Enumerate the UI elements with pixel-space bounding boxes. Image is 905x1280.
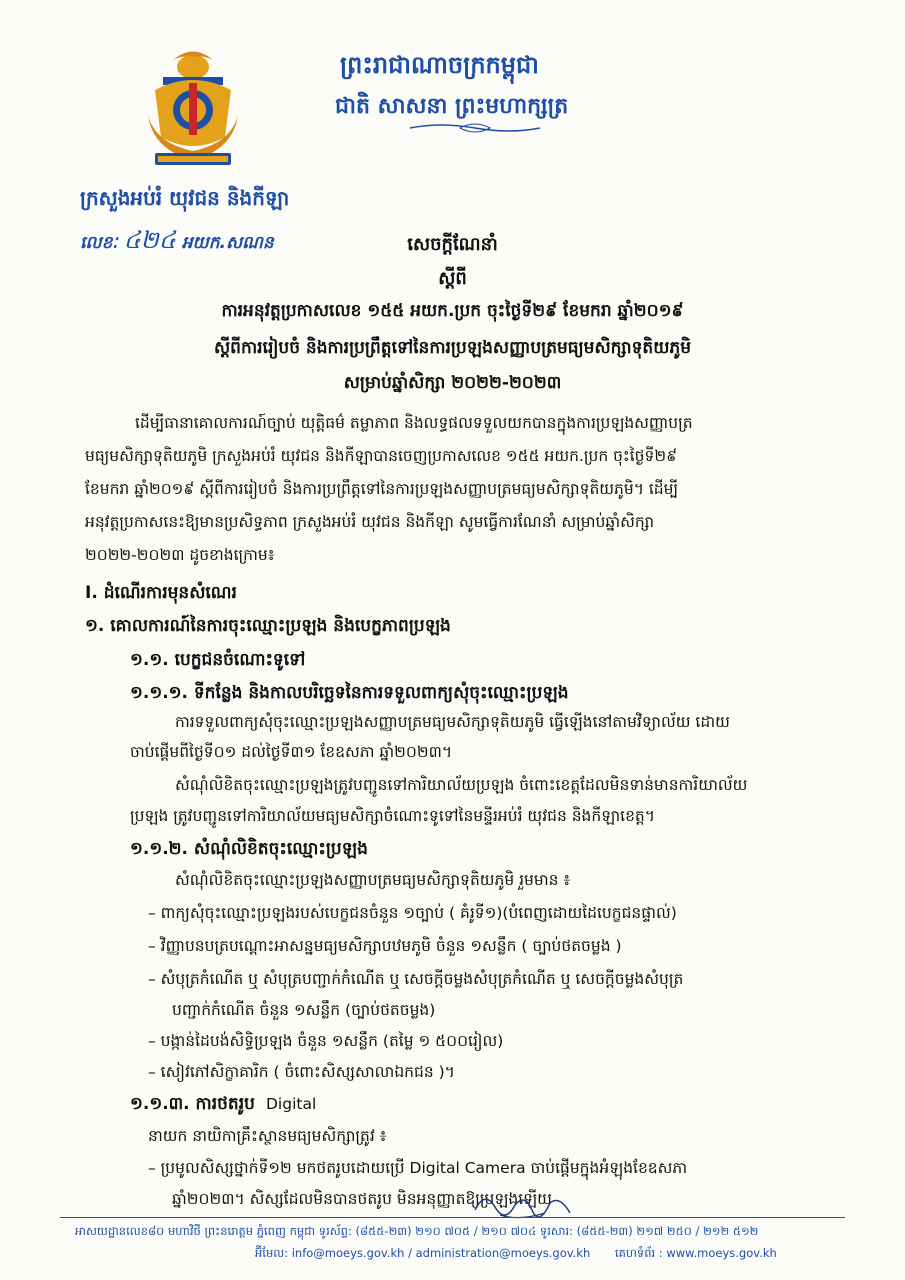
ministry-name: ក្រសួងអប់រំ យុវជន និងកីឡា [80, 186, 290, 210]
list-item: – សៀវភៅសិក្ខាគារិក ( ចំពោះសិស្សសាលាឯកជន )។ [148, 1063, 455, 1081]
reference-label: លេខៈ [80, 233, 118, 253]
section-heading-1-1-3-text: ១.១.៣. ការថតរូប [130, 1094, 255, 1114]
footer-website: គេហទំព័រ : www.moeys.gov.kh [615, 1246, 777, 1260]
section-heading-1-1-1-1: ១.១.១. ទីកន្លែង និងកាលបរិច្ឆេទនៃការទទួលពាក្យសុំចុះឈ្មោះប្រឡង [130, 683, 569, 703]
section-heading-1-1-1: ១.១. បេក្ខជនចំណោះទូទៅ [130, 650, 306, 670]
reference-value: ៤២៤ [123, 226, 176, 254]
section-heading-1-1: ១. គោលការណ៍នៃការចុះឈ្មោះប្រឡង និងបេក្ខភាពប្រឡង [85, 616, 451, 636]
section-heading-1-1-3-suffix: Digital [266, 1095, 317, 1113]
paragraph-line: សំណុំលិខិតចុះឈ្មោះប្រឡងត្រូវបញ្ជូនទៅការិយាល័យប្រឡង ចំពោះខេត្តដែលមិនទាន់មានការិយាល័យ [175, 776, 748, 794]
signature-scribble-icon [470, 1185, 580, 1225]
list-item: – ប្រមូលសិស្សថ្នាក់ទី១២ មកថតរូបដោយប្រើ Digital Camera ចាប់ផ្តើមក្នុងអំឡុងខែឧសភា [148, 1159, 688, 1177]
intro-line: អនុវត្តប្រកាសនេះឱ្យមានប្រសិទ្ធភាព ក្រសួងអប់រំ យុវជន និងកីឡា សូមធ្វើការណែនាំ សម្រាប់ឆ្នាំសិក្សា [85, 513, 655, 531]
paragraph-line: សំណុំលិខិតចុះឈ្មោះប្រឡងសញ្ញាបត្រមធ្យមសិក្សាទុតិយភូមិ រួមមាន ៖ [175, 871, 571, 889]
paragraph-line: ចាប់ផ្តើមពីថ្ងៃទី០១ ដល់ថ្ងៃទី៣១ ខែឧសភា ឆ្នាំ២០២៣។ [130, 743, 453, 761]
section-heading-1-1-3 [130, 1093, 316, 1118]
paragraph-line: ការទទួលពាក្យសុំចុះឈ្មោះប្រឡងសញ្ញាបត្រមធ្យមសិក្សាទុតិយភូមិ ធ្វើឡើងនៅតាមវិទ្យាល័យ ដោយ [175, 713, 730, 731]
footer-address: អាសយដ្ឋានលេខ៨០ មហាវិថី ព្រះនរោត្តម ភ្នំពេញ កម្ពុជា ទូរស័ព្ទ: (៨៥៥-២៣) ២១០ ៧០៥ / ២១០ ៧០៤ ទូរសារ: (៨៥៥-២៣) ២១៧ ២៥០ / ២១២ ៥១២ [75, 1224, 759, 1238]
intro-line: ខែមករា ឆ្នាំ២០១៩ ស្តីពីការរៀបចំ និងការប្រព្រឹត្តទៅនៃការប្រឡងសញ្ញាបត្រមធ្យមសិក្សាទុតិយភូមិ។ ដើម្បី [85, 480, 679, 498]
section-heading-1-1-2: ១.១.២. សំណុំលិខិតចុះឈ្មោះប្រឡង [130, 839, 368, 859]
list-item: – បង្កាន់ដៃបង់សិទ្ធិប្រឡង ចំនួន ១សន្លឹក (តម្លៃ ១ ៥០០រៀល) [148, 1032, 504, 1050]
doc-topic-line-3: សម្រាប់ឆ្នាំសិក្សា ២០២២-២០២៣ [343, 373, 562, 393]
footer-email: អ៊ីមែល: info@moeys.gov.kh / administration@moeys.gov.kh [255, 1246, 591, 1260]
national-motto: ជាតិ សាសនា ព្រះមហាក្សត្រ [335, 94, 569, 119]
list-item: – សំបុត្រកំណើត ឬ សំបុត្របញ្ជាក់កំណើត ឬ សេចក្តីចម្លងសំបុត្រកំណើត ឬ សេចក្តីចម្លងសំបុត្រ [148, 970, 684, 988]
kingdom-name: ព្រះរាជាណាចក្រកម្ពុជា [340, 51, 539, 79]
reference-suffix: អយក.សណន [181, 233, 274, 253]
list-item: ឆ្នាំ២០២៣។ សិស្សដែលមិនបានថតរូប មិនអនុញ្ញាតឱ្យប្រឡងឡើយ [172, 1190, 552, 1208]
intro-line: មធ្យមសិក្សាទុតិយភូមិ ក្រសួងអប់រំ យុវជន និងកីឡាបានចេញប្រកាសលេខ ១៥៥ អយក.ប្រក ចុះថ្ងៃទី២៩ [85, 447, 678, 465]
paragraph-line: ប្រឡង ត្រូវបញ្ជូនទៅការិយាល័យមធ្យមសិក្សាចំណោះទូទៅនៃមន្ទីរអប់រំ យុវជន និងកីឡាខេត្ត។ [130, 807, 655, 825]
doc-title: សេចក្តីណែនាំ [407, 234, 498, 255]
intro-line: ដើម្បីធានាគោលការណ៍ច្បាប់ យុត្តិធម៌ តម្លាភាព និងលទ្ធផលទទួលយកបានក្នុងការប្រឡងសញ្ញាបត្រ [135, 414, 693, 432]
footer-divider [60, 1217, 845, 1218]
ministry-emblem-icon [143, 45, 243, 170]
doc-topic-line-1: ការអនុវត្តប្រកាសលេខ ១៥៥ អយក.ប្រក ចុះថ្ងៃទី២៩ ខែមករា ឆ្នាំ២០១៩ [221, 301, 684, 321]
section-heading-1: I. ដំណើរការមុនសំណេរ [85, 583, 237, 603]
list-item: បញ្ជាក់កំណើត ចំនួន ១សន្លឹក (ច្បាប់ថតចម្លង) [172, 1001, 436, 1019]
intro-line: ២០២២-២០២៣ ដូចខាងក្រោម៖ [85, 546, 275, 564]
list-item: – វិញ្ញាបនបត្របណ្តោះអាសន្នមធ្យមសិក្សាបឋមភូមិ ចំនួន ១សន្លឹក ( ច្បាប់ថតចម្លង ) [148, 937, 622, 955]
list-item: – ពាក្យសុំចុះឈ្មោះប្រឡងរបស់បេក្ខជនចំនួន ១ច្បាប់ ( គំរូទី១)(បំពេញដោយដៃបេក្ខជនផ្ទាល់) [148, 904, 677, 922]
flourish-ornament-icon [405, 120, 545, 136]
intro-paragraph [85, 407, 820, 572]
doc-topic-line-2: ស្តីពីការរៀបចំ និងការប្រព្រឹត្តទៅនៃការប្រឡងសញ្ញាបត្រមធ្យមសិក្សាទុតិយភូមិ [214, 338, 691, 358]
paragraph-line: នាយក នាយិកាគ្រឹះស្ថានមធ្យមសិក្សាត្រូវ ៖ [148, 1127, 387, 1145]
doc-subtitle: ស្តីពី [438, 268, 467, 289]
